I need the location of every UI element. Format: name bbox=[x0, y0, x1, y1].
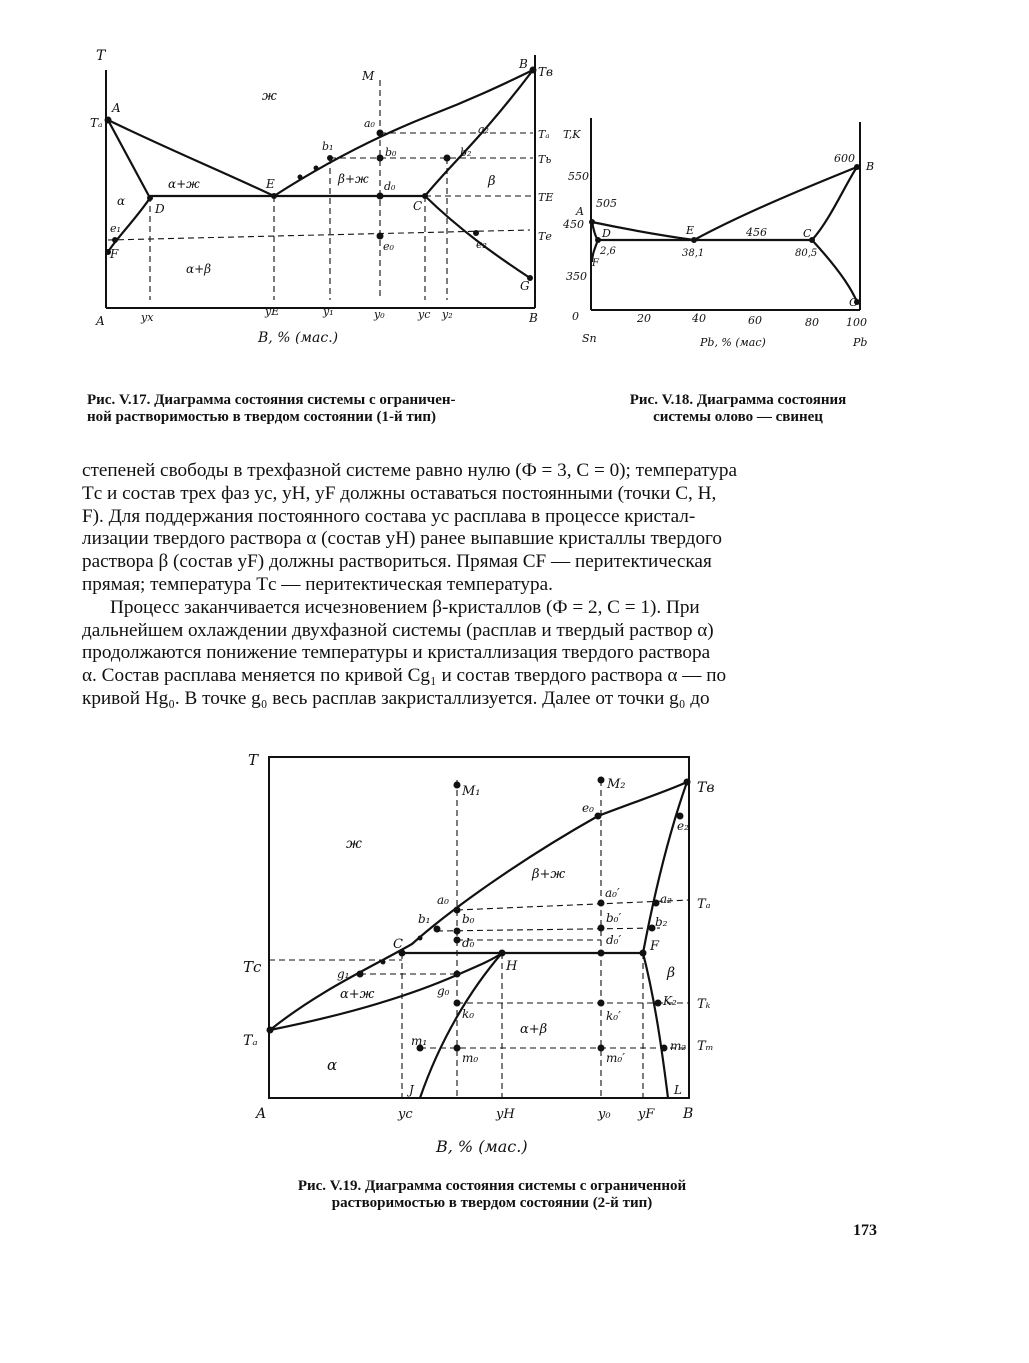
text-line: кривой Hg₀. В точке g₀ весь расплав закристаллизуется. Далее от точки g₀ до bbox=[82, 687, 710, 709]
diagram-label: B bbox=[529, 311, 538, 325]
diagram-label: β+ж bbox=[532, 867, 566, 882]
diagram-label: b₀ bbox=[385, 146, 397, 159]
diagram-label: F bbox=[650, 939, 660, 954]
diagram-label: a₀ bbox=[437, 893, 449, 907]
diagram-label: β bbox=[488, 174, 496, 189]
diagram-label: 40 bbox=[692, 312, 706, 325]
diagram-label: TЕ bbox=[538, 191, 554, 204]
diagram-label: α bbox=[117, 194, 126, 208]
diagram-label: y₂ bbox=[442, 308, 453, 321]
text-line: дальнейшем охлаждении двухфазной системы (расплав и твердый раствор α) bbox=[82, 619, 714, 641]
diagram-label: T,K bbox=[563, 128, 581, 141]
diagram-label: M₁ bbox=[462, 784, 481, 799]
diagram-label: yЕ bbox=[265, 305, 280, 318]
diagram-label: α+ж bbox=[340, 987, 375, 1002]
diagram-label: T bbox=[248, 751, 259, 769]
text-line: степеней свободы в трехфазной системе равно нулю (Ф = 3, С = 0); температура bbox=[82, 460, 737, 481]
diagram-label: Tв bbox=[538, 65, 553, 79]
diagram-label: B bbox=[519, 57, 528, 71]
diagram-label: α+ж bbox=[168, 177, 200, 191]
diagram-label: B, % (мас.) bbox=[436, 1137, 528, 1156]
diagram-label: F bbox=[110, 247, 119, 261]
diagram-label: b₁ bbox=[322, 140, 334, 153]
diagram-label: b₁ bbox=[418, 912, 431, 926]
diagram-label: Pb, % (мас) bbox=[700, 336, 766, 349]
diagram-label: M₂ bbox=[607, 777, 626, 792]
text-line: прямая; температура Tс — перитектическая температура. bbox=[82, 573, 553, 595]
diagram-label: yF bbox=[638, 1107, 655, 1122]
diagram-label: ж bbox=[346, 836, 362, 852]
diagram-label: Tс bbox=[243, 958, 262, 976]
diagram-label: y₀ bbox=[598, 1107, 611, 1122]
diagram-label: β+ж bbox=[338, 172, 369, 186]
diagram-label: 100 bbox=[846, 316, 867, 329]
diagram-label: A bbox=[576, 205, 584, 218]
diagram-label: 2,6 bbox=[600, 246, 616, 257]
diagram-label: yН bbox=[496, 1107, 515, 1122]
diagram-label: e₀ bbox=[582, 801, 594, 815]
diagram-label: E bbox=[686, 224, 695, 237]
diagram-label: J bbox=[409, 1083, 414, 1097]
diagram-label: F bbox=[592, 258, 599, 269]
diagram-label: yx bbox=[141, 311, 154, 324]
diagram-label: A bbox=[112, 101, 121, 115]
diagram-label: Tₘ bbox=[697, 1039, 714, 1054]
diagram-label: e₂ bbox=[677, 819, 689, 833]
diagram-label: d₀ bbox=[384, 180, 396, 193]
text-line: Tс и состав трех фаз yс, yН, yF должны оставаться постоянными (точки C, H, bbox=[82, 482, 717, 504]
diagram-label: k₀′ bbox=[606, 1009, 621, 1023]
diagram-label: A bbox=[96, 314, 105, 328]
diagram-label: a₀ bbox=[364, 117, 375, 130]
diagram-label: Tₖ bbox=[697, 997, 711, 1012]
diagram-label: m₀′ bbox=[606, 1051, 625, 1065]
diagram-label: 80,5 bbox=[795, 248, 818, 259]
diagram-label: g₁ bbox=[337, 967, 350, 981]
diagram-label: g₀ bbox=[437, 984, 450, 998]
diagram-label: α+β bbox=[186, 262, 212, 276]
diagram-label: yс bbox=[398, 1107, 413, 1122]
diagram-label: G bbox=[849, 296, 858, 309]
diagram-label: e₂ bbox=[476, 238, 487, 251]
diagram-label: b₀ bbox=[462, 912, 475, 926]
diagram-label: 456 bbox=[746, 226, 767, 239]
diagram-label: α+β bbox=[520, 1022, 548, 1037]
diagram-label: E bbox=[266, 177, 275, 191]
text-line: лизации твердого раствора α (состав yН) ранее выпавшие кристаллы твердого bbox=[82, 528, 723, 550]
diagram-label: L bbox=[674, 1083, 682, 1097]
diagram-label: 80 bbox=[805, 316, 819, 329]
diagram-label: 450 bbox=[563, 218, 584, 231]
diagram-label: 60 bbox=[748, 314, 762, 327]
diagram-label: m₂ bbox=[670, 1039, 687, 1053]
diagram-label: a₂ bbox=[660, 892, 672, 906]
diagram-label: 0 bbox=[572, 310, 579, 323]
text-line: Процесс заканчивается исчезновением β-кристаллов (Ф = 2, С = 1). При bbox=[110, 596, 700, 618]
diagram-label: Tₐ bbox=[243, 1033, 258, 1049]
diagram-label: G bbox=[520, 279, 530, 293]
diagram-label: C bbox=[393, 937, 403, 952]
diagram-label: Tе bbox=[538, 230, 552, 243]
diagram-label: C bbox=[413, 199, 423, 213]
text-line: F). Для поддержания постоянного состава yс расплава в процессе кристал- bbox=[82, 505, 696, 527]
text-line: α. Состав расплава меняется по кривой Cg₁ и состав твердого раствора α — по bbox=[82, 665, 727, 687]
diagram-label: Sn bbox=[582, 332, 597, 345]
diagram-label: e₁ bbox=[110, 222, 121, 235]
diagram-label: m₀ bbox=[462, 1051, 479, 1065]
solvus-alpha bbox=[420, 953, 502, 1098]
diagram-label: d₀ bbox=[462, 936, 475, 950]
diagram-label: b₀′ bbox=[606, 911, 622, 925]
diagram-label: 600 bbox=[834, 152, 855, 165]
diagram-label: K₂ bbox=[663, 994, 677, 1008]
diagram-label: Tв bbox=[697, 780, 715, 796]
diagram-label: ж bbox=[262, 89, 277, 104]
diagram-label: A bbox=[256, 1106, 267, 1122]
diagram-label: B bbox=[683, 1106, 694, 1122]
diagram-label: α bbox=[327, 1056, 338, 1074]
page-number: 173 bbox=[853, 1222, 877, 1239]
diagram-label: b₂ bbox=[460, 146, 472, 159]
figure-v18-caption: Рис. V.18. Диаграмма состояния системы олово — свинец bbox=[629, 392, 847, 425]
diagram-label: m₁ bbox=[411, 1034, 428, 1048]
diagram-label: M bbox=[362, 69, 375, 83]
diagram-label: y₀ bbox=[374, 308, 385, 321]
liquidus bbox=[270, 782, 687, 1030]
figure-v19-caption: Рис. V.19. Диаграмма состояния системы с ограниченной растворимостью в твердом состоянии (2-й тип) bbox=[297, 1178, 687, 1211]
diagram-label: 38,1 bbox=[682, 248, 705, 259]
diagram-label: Tₐ bbox=[90, 116, 103, 130]
diagram-label: 350 bbox=[566, 270, 587, 283]
diagram-label: Tₐ bbox=[538, 128, 550, 141]
diagram-label: a₀′ bbox=[605, 886, 620, 900]
diagram-label: C bbox=[803, 227, 812, 240]
axis-t-label: T bbox=[96, 48, 106, 64]
diagram-label: D bbox=[155, 202, 165, 216]
text-line: продолжаются понижение температуры и кристаллизация твердого раствора bbox=[82, 642, 711, 664]
diagram-label: β bbox=[667, 965, 676, 981]
diagram-label: k₀ bbox=[462, 1007, 475, 1021]
diagram-label: yс bbox=[418, 308, 431, 321]
diagram-label: Tь bbox=[538, 153, 552, 166]
diagram-label: a₂ bbox=[478, 123, 489, 136]
diagram-label: 20 bbox=[637, 312, 651, 325]
diagram-label: Pb bbox=[853, 336, 868, 349]
diagram-label: H bbox=[506, 959, 518, 974]
diagram-label: 505 bbox=[596, 197, 617, 210]
diagram-label: Tₐ bbox=[697, 897, 711, 912]
text-line: раствора β (состав yF) должны раствориться. Прямая CF — перитектическая bbox=[82, 551, 712, 573]
diagram-label: B bbox=[866, 160, 875, 173]
figure-v17-caption: Рис. V.17. Диаграмма состояния системы с ограничен- ной растворимостью в твердом состоянии (1-й тип) bbox=[87, 392, 456, 425]
diagram-label: D bbox=[602, 227, 611, 240]
diagram-label: 550 bbox=[568, 170, 589, 183]
diagram-label: e₀ bbox=[383, 240, 394, 253]
diagram-label: b₂ bbox=[655, 915, 668, 929]
x-axis-label: B, % (мас.) bbox=[258, 330, 339, 346]
diagram-label: y₁ bbox=[323, 305, 334, 318]
solvus-beta bbox=[643, 953, 668, 1098]
diagram-label: d₀′ bbox=[606, 933, 622, 947]
